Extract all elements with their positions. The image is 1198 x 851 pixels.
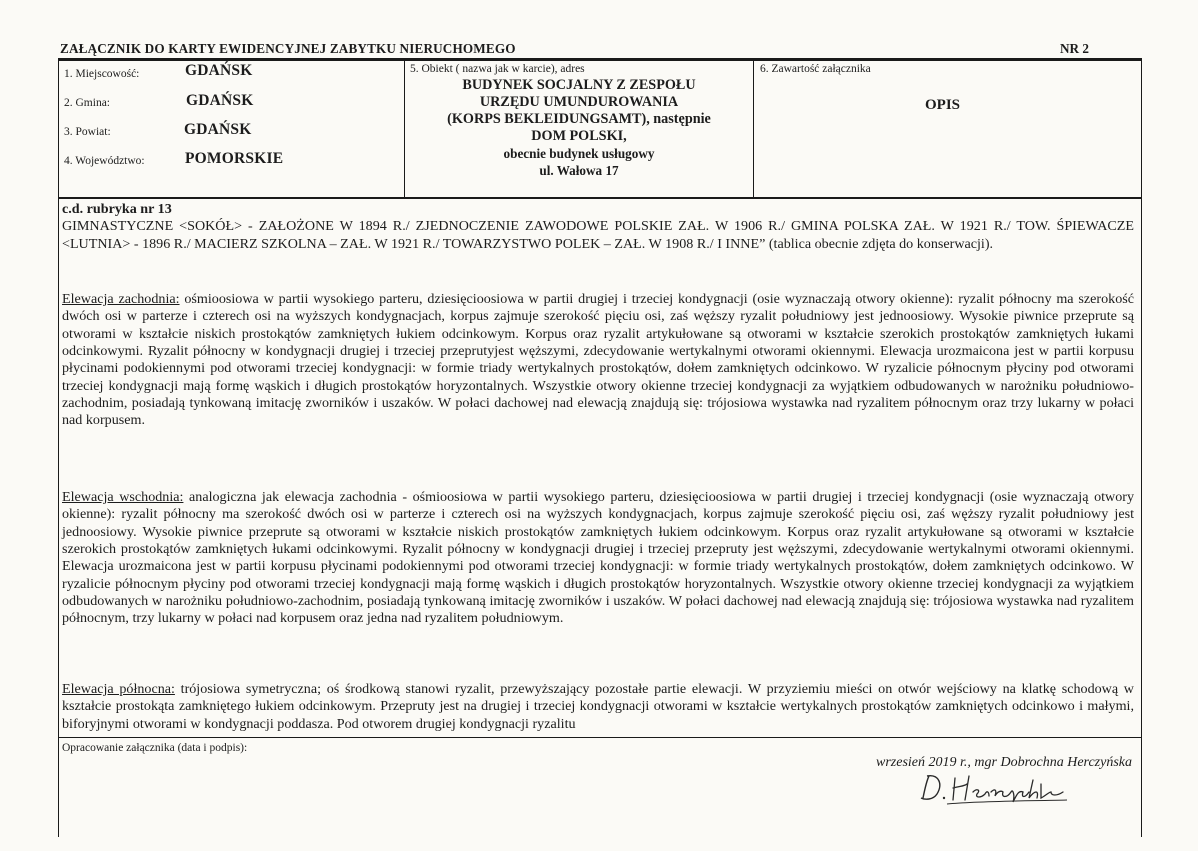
object-line-2: URZĘDU UMUNDUROWANIA [479, 94, 679, 110]
page-title: ZAŁĄCZNIK DO KARTY EWIDENCYJNEJ ZABYTKU NIERUCHOMEGO [60, 41, 516, 56]
west-elevation-heading: Elewacja zachodnia: [62, 291, 180, 307]
handwritten-signature [917, 770, 1077, 806]
table-left-border [58, 59, 59, 837]
object-line-6: ul. Wałowa 17 [539, 163, 619, 178]
east-elevation-text: analogiczna jak elewacja zachodnia - ośmioosiowa w partii wysokiego parteru, dziesięcioosiowa w partii drugiej i trzeciej kondygnacji (osie wyznaczają otwory okienne): ryzalit północny ma szerokość dwóch osi w parterze i czterech osi na wyższych kondygnacjach, korpus zajmuje szerokość pięciu osi, zaś węższy ryzalit południowy jest jednoosiowy. Wysokie piwnice przeprute są otworami w kształcie niskich prostokątów zamkniętych łukiem odcinkowym. Korpus oraz ryzalit artykułowane są otworami w kształcie szerokich prostokątów zamkniętych łukami odcinkowymi. Ryzalit północny w kondygnacji drugiej i trzeciej przepruty jest węższymi, zdecydowanie wertykalnymi otworami okiennymi. Elewacja urozmaicona jest w partii korpusu płycinami podokiennymi pod otworami trzeciej kondygnacji: w formie triady wertykalnych prostokątów, dołem zamkniętych odcinkowo. W ryzalicie północnym płyciny pod otworami trzeciej kondygnacji mają formę wąskich i długich prostokątów horyzontalnych. Wszystkie otwory okienne trzeciej kondygnacji za wyjątkiem odbudowanych w narożniku południowo-zachodnim, posiadają tynkowaną imitację zworników i uszaków. W połaci dachowej nad elewacją znajdują się: trójosiowa wystawka nad ryzalitem północnym, trzy lukarny w połaci nad korpusem oraz jedna nad ryzalitem południowym. [62, 489, 1134, 627]
attachment-number: NR 2 [1060, 41, 1089, 56]
footer-date-author: wrzesień 2019 r., mgr Dobrochna Herczyńska [876, 755, 1132, 770]
object-name [405, 77, 753, 179]
north-elevation-paragraph [62, 681, 1134, 733]
powiat-value: GDAŃSK [184, 121, 252, 138]
intro-paragraph: GIMNASTYCZNE <SOKÓŁ> - ZAŁOŻONE W 1894 R./ ZJEDNOCZENIE ZAWODOWE POLSKIE ZAŁ. W 1906 R./ GMINA POLSKA ZAŁ. W 1921 R./ TOW. ŚPIEWACZE <LUTNIA> - 1896 R./ MACIERZ SZKOLNA – ZAŁ. W 1921 R./ TOWARZYSTWO POLEK – ZAŁ. W 1908 R./ I INNE” (tablica obecnie zdjęta do konserwacji). [62, 218, 1134, 252]
table-footer-border [58, 737, 1142, 738]
object-label: 5. Obiekt ( nazwa jak w karcie), adres [410, 63, 585, 75]
miejscowosc-label: 1. Miejscowość: [64, 68, 140, 80]
wojewodztwo-label: 4. Województwo: [64, 155, 145, 167]
object-line-1: BUDYNEK SOCJALNY Z ZESPOŁU [462, 77, 696, 93]
gmina-label: 2. Gmina: [64, 97, 110, 109]
table-header-bottom-border [58, 197, 1142, 199]
body-intro [62, 201, 1134, 253]
gmina-value: GDAŃSK [186, 92, 254, 109]
column-divider-2 [753, 59, 754, 198]
miejscowosc-value: GDAŃSK [185, 62, 253, 79]
east-elevation-paragraph [62, 489, 1134, 628]
west-elevation-paragraph [62, 291, 1134, 430]
contents-label: 6. Zawartość załącznika [760, 63, 871, 75]
object-line-4: DOM POLSKI, [531, 128, 627, 144]
object-line-3: (KORPS BEKLEIDUNGSAMT), następnie [447, 111, 711, 127]
table-top-border [58, 58, 1142, 61]
rubryka-heading: c.d. rubryka nr 13 [62, 201, 172, 217]
object-line-5: obecnie budynek usługowy [503, 146, 655, 161]
contents-value: OPIS [925, 97, 961, 113]
footer-label: Opracowanie załącznika (data i podpis): [62, 742, 248, 754]
wojewodztwo-value: POMORSKIE [185, 150, 284, 167]
north-elevation-heading: Elewacja północna: [62, 681, 175, 697]
powiat-label: 3. Powiat: [64, 126, 111, 138]
east-elevation-heading: Elewacja wschodnia: [62, 489, 184, 505]
north-elevation-text: trójosiowa symetryczna; oś środkową stanowi ryzalit, przewyższający pozostałe partie elewacji. W przyziemiu mieści on otwór wejściowy na klatkę schodową w kształcie prostokąta zamkniętego łukiem odcinkowym. Przepruty jest na drugiej i trzeciej kondygnacji otworami w kształcie wertykalnych prostokątów zamkniętych odcinkowo i małymi, biforyjnymi otworami w kondygnacji poddasza. Pod otworem drugiej kondygnacji ryzalitu [62, 681, 1134, 732]
west-elevation-text: ośmioosiowa w partii wysokiego parteru, dziesięcioosiowa w partii drugiej i trzeciej kondygnacji (osie wyznaczają otwory okienne): ryzalit północny ma szerokość dwóch osi w parterze i czterech osi na wyższych kondygnacjach, korpus zajmuje szerokość pięciu osi, zaś węższy ryzalit południowy jest jednoosiowy. Wysokie piwnice przeprute są otworami w kształcie niskich prostokątów zamkniętych łukiem odcinkowym. Korpus oraz ryzalit artykułowane są otworami w kształcie szerokich prostokątów zamkniętych łukami odcinkowymi. Ryzalit północny w kondygnacji drugiej i trzeciej przeprutyjest węższymi, zdecydowanie wertykalnymi otworami okiennymi. Elewacja urozmaicona jest w partii korpusu płycinami podokiennymi pod otworami trzeciej kondygnacji: w formie triady wertykalnych prostokątów, dołem zamkniętych odcinkowo. W ryzalicie północnym płyciny pod otworami trzeciej kondygnacji mają formę wąskich i długich prostokątów horyzontalnych. Wszystkie otwory okienne trzeciej kondygnacji za wyjątkiem odbudowanych w narożniku południowo-zachodnim, posiadają tynkowaną imitację zworników i uszaków. W połaci dachowej nad elewacją znajdują się: trójosiowa wystawka nad ryzalitem północnym oraz trzy lukarny w połaci nad korpusem. [62, 291, 1134, 429]
table-right-border [1141, 59, 1142, 837]
